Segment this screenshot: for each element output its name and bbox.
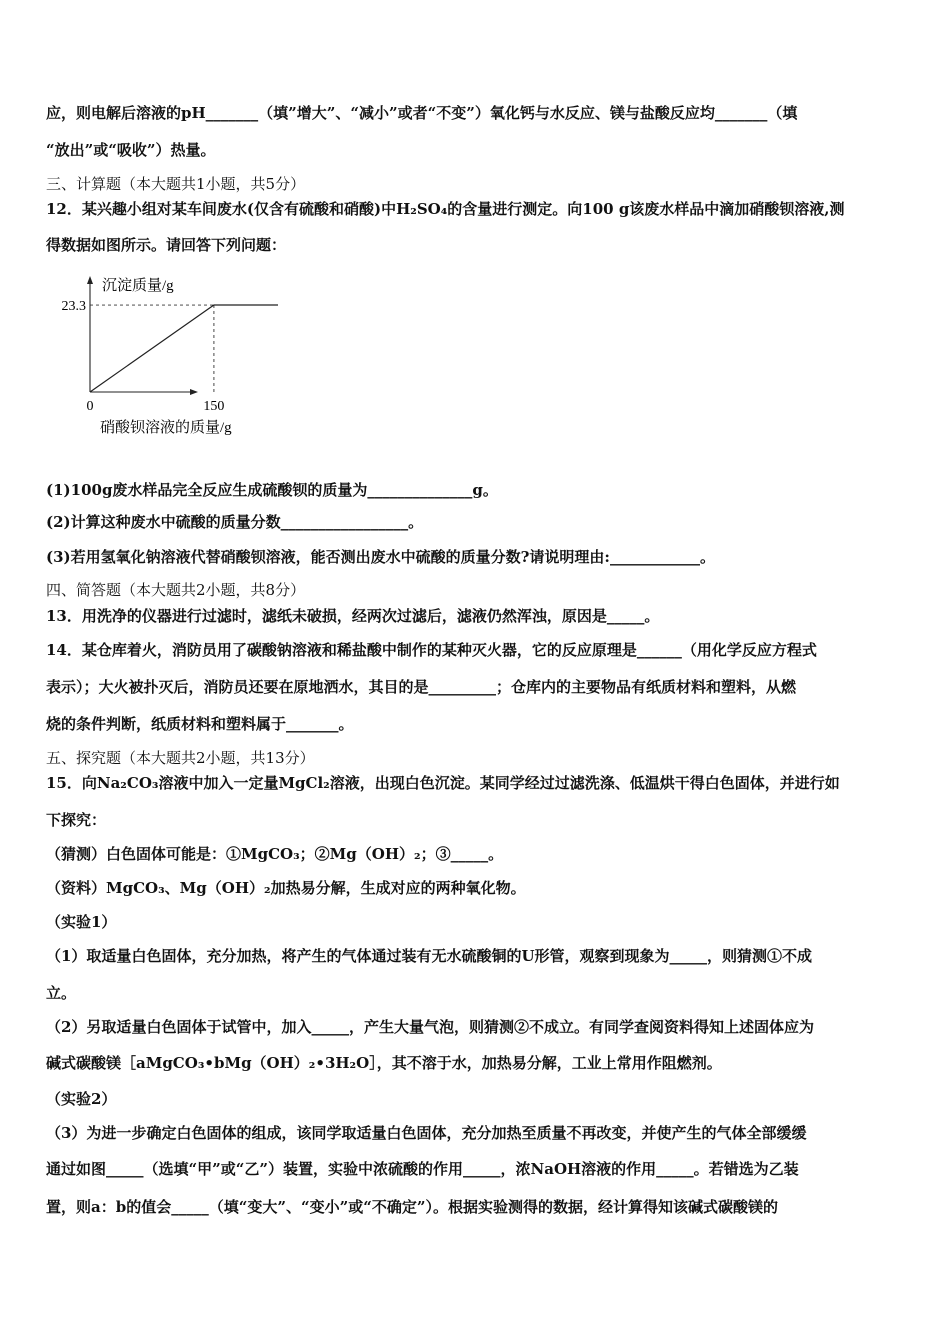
line-1: 应，则电解后溶液的pH_______（填”增大”、“减小”或者“不变”）氧化钙与水反应、镁与盐酸反应均_______（填 <box>46 104 798 122</box>
q15-experiment-1: （实验1） <box>46 913 117 931</box>
q12-part-2: (2)计算这种废水中硫酸的质量分数_________________。 <box>46 513 424 531</box>
q15-experiment-2: （实验2） <box>46 1090 117 1108</box>
q15-guess: （猜测）白色固体可能是：①MgCO₃；②Mg（OH）₂；③_____。 <box>46 845 504 863</box>
section-5-heading: 五、探究题（本大题共2小题，共13分） <box>46 749 315 767</box>
section-4-heading: 四、简答题（本大题共2小题，共8分） <box>46 581 306 599</box>
q15-step-1-line-2: 立。 <box>46 984 77 1002</box>
section-3-heading: 三、计算题（本大题共1小题，共5分） <box>46 175 306 193</box>
q12-line-1: 12．某兴趣小组对某车间废水(仅含有硫酸和硝酸)中H₂SO₄的含量进行测定。向100 g该废水样品中滴加硝酸钡溶液,测 <box>46 200 845 218</box>
y-tick-label: 23.3 <box>61 299 86 315</box>
y-axis-arrow <box>87 276 93 284</box>
q15-line-2: 下探究： <box>46 811 107 829</box>
q15-step-1-line-1: （1）取适量白色固体，充分加热，将产生的气体通过装有无水硫酸铜的U形管，观察到现象为_____，则猜测①不成 <box>46 947 813 965</box>
q14-line-1: 14．某仓库着火，消防员用了碳酸钠溶液和稀盐酸中制作的某种灭火器，它的反应原理是______（用化学反应方程式 <box>46 641 817 659</box>
x-axis-title: 硝酸钡溶液的质量/g <box>100 420 232 436</box>
x-tick-label: 150 <box>203 399 225 414</box>
q12-line-2: 得数据如图所示。请回答下列问题： <box>46 236 287 254</box>
x-tick-origin: 0 <box>86 399 94 414</box>
q14-line-2: 表示）；大火被扑灭后，消防员还要在原地洒水，其目的是_________；仓库内的主要物品有纸质材料和塑料，从燃 <box>46 678 797 696</box>
q14-line-3: 烧的条件判断，纸质材料和塑料属于_______。 <box>46 715 354 733</box>
data-line <box>90 305 278 392</box>
q15-info: （资料）MgCO₃、Mg（OH）₂加热易分解，生成对应的两种氧化物。 <box>46 879 526 897</box>
y-axis-title: 沉淀质量/g <box>102 278 174 294</box>
q15-step-3-line-1: （3）为进一步确定白色固体的组成，该同学取适量白色固体，充分加热至质量不再改变，并使产生的气体全部缓缓 <box>46 1124 807 1142</box>
q15-step-3-line-2: 通过如图_____（选填“甲”或“乙”）装置，实验中浓硫酸的作用_____，浓NaOH溶液的作用_____。若错选为乙装 <box>46 1160 799 1178</box>
q15-step-2-line-2: 碱式碳酸镁［aMgCO₃•bMg（OH）₂•3H₂O］，其不溶于水，加热易分解，工业上常用作阻燃剂。 <box>46 1054 722 1072</box>
q12-part-1: (1)100g废水样品完全反应生成硫酸钡的质量为______________g。 <box>46 481 498 499</box>
precipitate-mass-chart <box>48 268 278 440</box>
q15-step-2-line-1: （2）另取适量白色固体于试管中，加入_____，产生大量气泡，则猜测②不成立。有同学查阅资料得知上述固体应为 <box>46 1018 814 1036</box>
q12-part-3: (3)若用氢氧化钠溶液代替硝酸钡溶液，能否测出废水中硫酸的质量分数?请说明理由:____________。 <box>46 548 715 566</box>
q15-line-1: 15．向Na₂CO₃溶液中加入一定量MgCl₂溶液，出现白色沉淀。某同学经过过滤洗涤、低温烘干得白色固体，并进行如 <box>46 774 840 792</box>
q13: 13．用洗净的仪器进行过滤时，滤纸未破损，经两次过滤后，滤液仍然浑浊，原因是_____。 <box>46 607 660 625</box>
line-2: “放出”或“吸收”）热量。 <box>46 141 216 159</box>
x-axis-arrow <box>190 389 198 395</box>
q15-step-3-line-3: 置，则a：b的值会_____（填“变大”、“变小”或“不确定”）。根据实验测得的数据，经计算得知该碱式碳酸镁的 <box>46 1198 778 1216</box>
